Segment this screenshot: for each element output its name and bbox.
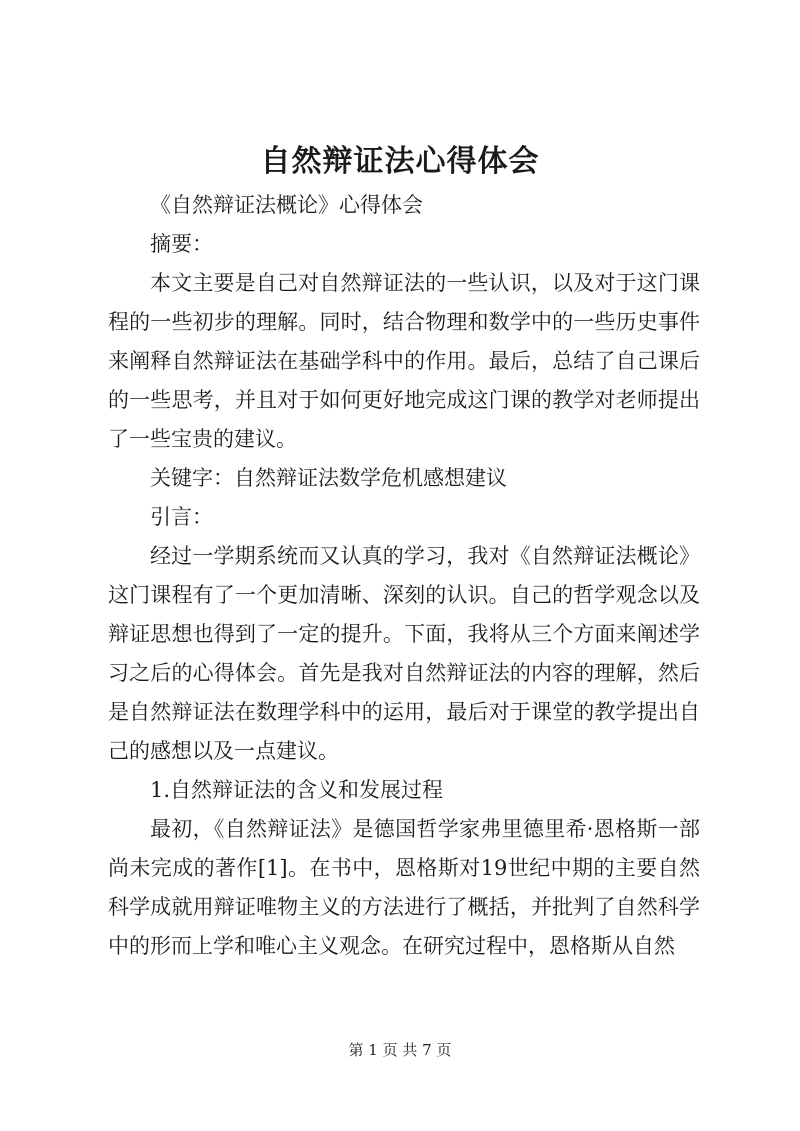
document-title: 自然辩证法心得体会 — [260, 144, 540, 179]
abstract-heading: 摘要： — [150, 232, 213, 256]
subtitle-paragraph: 《自然辩证法概论》心得体会 — [150, 193, 423, 217]
introduction-heading: 引言： — [150, 505, 213, 529]
keywords-paragraph: 关键字：自然辩证法数学危机感想建议 — [150, 466, 507, 490]
page-number-footer: 第 1 页 共 7 页 — [348, 1041, 452, 1059]
document-body — [108, 186, 700, 966]
abstract-paragraph: 本文主要是自己对自然辩证法的一些认识，以及对于这门课程的一些初步的理解。同时，结合物理和数学中的一些历史事件来阐释自然辩证法在基础学科中的作用。最后，总结了自己课后的一些思考，并且对于如何更好地完成这门课的教学对老师提出了一些宝贵的建议。 — [108, 271, 700, 451]
section-1-paragraph: 最初，《自然辩证法》是德国哲学家弗里德里希·恩格斯一部尚未完成的著作[1]。在书中，恩格斯对19世纪中期的主要自然科学成就用辩证唯物主义的方法进行了概括，并批判了自然科学中的形而上学和唯心主义观念。在研究过程中，恩格斯从自然 — [108, 817, 700, 958]
section-1-heading: 1.自然辩证法的含义和发展过程 — [150, 778, 444, 802]
introduction-paragraph: 经过一学期系统而又认真的学习，我对《自然辩证法概论》这门课程有了一个更加清晰、深刻的认识。自己的哲学观念以及辩证思想也得到了一定的提升。下面，我将从三个方面来阐述学习之后的心得体会。首先是我对自然辩证法的内容的理解，然后是自然辩证法在数理学科中的运用，最后对于课堂的教学提出自己的感想以及一点建议。 — [108, 544, 700, 763]
